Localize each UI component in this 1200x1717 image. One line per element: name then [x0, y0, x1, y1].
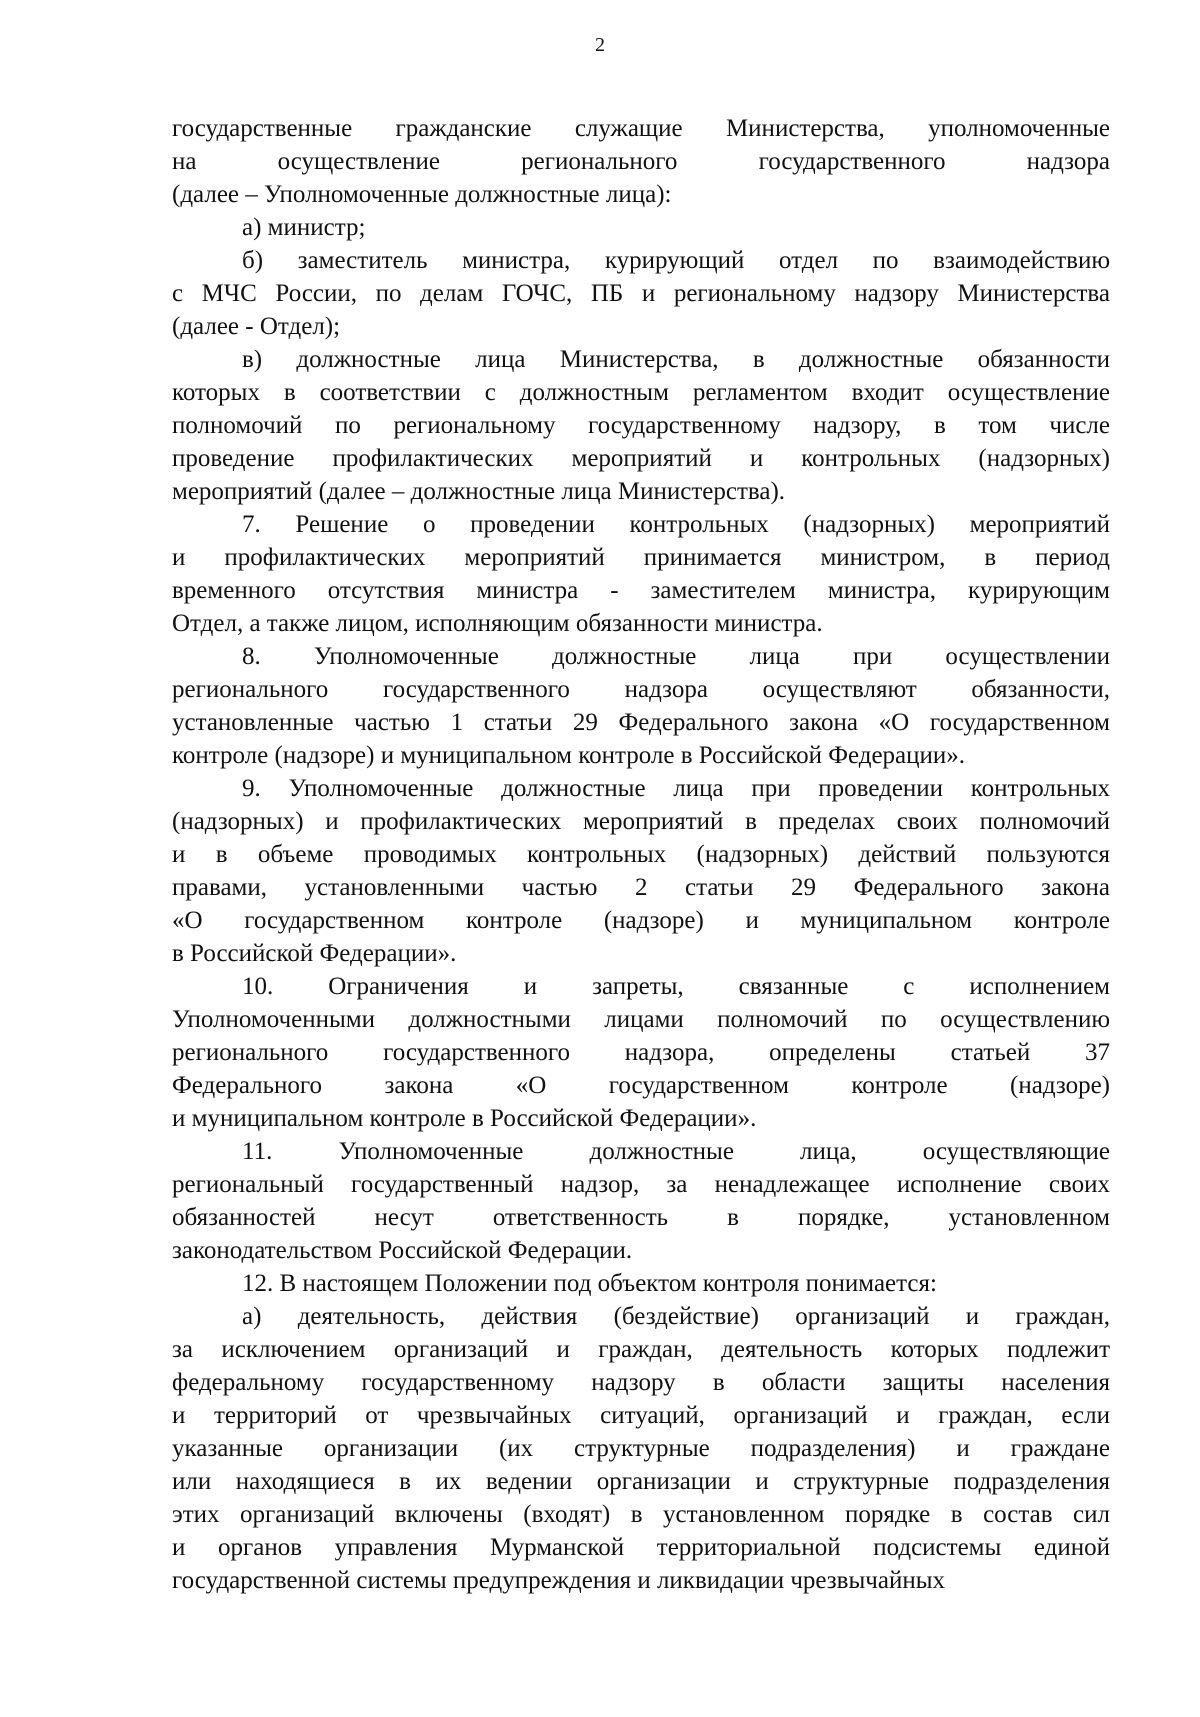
paragraph-b — [172, 244, 1110, 343]
text-line: государственной системы предупреждения и ликвидации чрезвычайных — [172, 1567, 946, 1594]
text-line: контроле (надзоре) и муниципальном контроле в Российской Федерации». — [172, 742, 966, 769]
text-line: и территорий от чрезвычайных ситуаций, организаций и граждан, если — [172, 1402, 1110, 1429]
text-line: 12. В настоящем Положении под объектом контроля понимается: — [242, 1270, 937, 1297]
text-line: региональный государственный надзор, за ненадлежащее исполнение своих — [172, 1171, 1110, 1198]
text-line: 11. Уполномоченные должностные лица, осуществляющие — [242, 1138, 1110, 1165]
paragraph-v — [172, 343, 1110, 508]
paragraph-p8 — [172, 640, 1110, 772]
paragraph-p11 — [172, 1135, 1110, 1267]
paragraph-p12a — [172, 1300, 1110, 1597]
text-line: федеральному государственному надзору в области защиты населения — [172, 1369, 1110, 1396]
text-line: Федерального закона «О государственном контроле (надзоре) — [172, 1072, 1110, 1099]
paragraph-p9 — [172, 772, 1110, 970]
text-line: б) заместитель министра, курирующий отдел по взаимодействию — [242, 247, 1110, 274]
text-line: (далее - Отдел); — [172, 313, 341, 340]
text-line: законодательством Российской Федерации. — [172, 1237, 633, 1264]
paragraph-p10 — [172, 970, 1110, 1135]
text-line: обязанностей несут ответственность в порядке, установленном — [172, 1204, 1110, 1231]
text-line: а) деятельность, действия (бездействие) организаций и граждан, — [242, 1303, 1110, 1330]
paragraph-a — [172, 211, 1110, 244]
text-line: правами, установленными частью 2 статьи 29 Федерального закона — [172, 874, 1110, 901]
text-line: в Российской Федерации». — [172, 940, 457, 967]
text-line: проведение профилактических мероприятий и контрольных (надзорных) — [172, 445, 1110, 472]
text-line: 7. Решение о проведении контрольных (надзорных) мероприятий — [242, 511, 1110, 538]
text-line: Уполномоченными должностными лицами полномочий по осуществлению — [172, 1006, 1110, 1033]
text-line: 8. Уполномоченные должностные лица при осуществлении — [242, 643, 1110, 670]
text-line: а) министр; — [242, 214, 366, 241]
paragraph-p7 — [172, 508, 1110, 640]
text-line: и муниципальном контроле в Российской Федерации». — [172, 1105, 757, 1132]
text-line: регионального государственного надзора осуществляют обязанности, — [172, 676, 1110, 703]
text-line: (далее – Уполномоченные должностные лица): — [172, 181, 672, 208]
text-line: которых в соответствии с должностным регламентом входит осуществление — [172, 379, 1110, 406]
text-line: полномочий по региональному государственному надзору, в том числе — [172, 412, 1110, 439]
text-line: временного отсутствия министра - заместителем министра, курирующим — [172, 577, 1110, 604]
text-line: указанные организации (их структурные подразделения) и граждане — [172, 1435, 1110, 1462]
text-line: за исключением организаций и граждан, деятельность которых подлежит — [172, 1336, 1110, 1363]
text-line: в) должностные лица Министерства, в должностные обязанности — [242, 346, 1110, 373]
text-line: (надзорных) и профилактических мероприятий в пределах своих полномочий — [172, 808, 1110, 835]
text-line: Отдел, а также лицом, исполняющим обязанности министра. — [172, 610, 823, 637]
page-number: 2 — [595, 34, 605, 56]
text-line: «О государственном контроле (надзоре) и муниципальном контроле — [172, 907, 1110, 934]
text-line: с МЧС России, по делам ГОЧС, ПБ и региональному надзору Министерства — [172, 280, 1110, 307]
document-body — [172, 112, 1110, 1597]
text-line: и профилактических мероприятий принимается министром, в период — [172, 544, 1110, 571]
text-line: и органов управления Мурманской территориальной подсистемы единой — [172, 1534, 1110, 1561]
text-line: или находящиеся в их ведении организации и структурные подразделения — [172, 1468, 1110, 1495]
text-line: регионального государственного надзора, определены статьей 37 — [172, 1039, 1110, 1066]
text-line: установленные частью 1 статьи 29 Федерального закона «О государственном — [172, 709, 1110, 736]
paragraph-intro — [172, 112, 1110, 211]
text-line: и в объеме проводимых контрольных (надзорных) действий пользуются — [172, 841, 1110, 868]
text-line: мероприятий (далее – должностные лица Министерства). — [172, 478, 786, 505]
text-line: государственные гражданские служащие Министерства, уполномоченные — [172, 115, 1110, 142]
text-line: 9. Уполномоченные должностные лица при проведении контрольных — [242, 775, 1110, 802]
text-line: 10. Ограничения и запреты, связанные с исполнением — [242, 973, 1110, 1000]
paragraph-p12 — [172, 1267, 1110, 1300]
text-line: этих организаций включены (входят) в установленном порядке в состав сил — [172, 1501, 1110, 1528]
text-line: на осуществление регионального государственного надзора — [172, 148, 1110, 175]
